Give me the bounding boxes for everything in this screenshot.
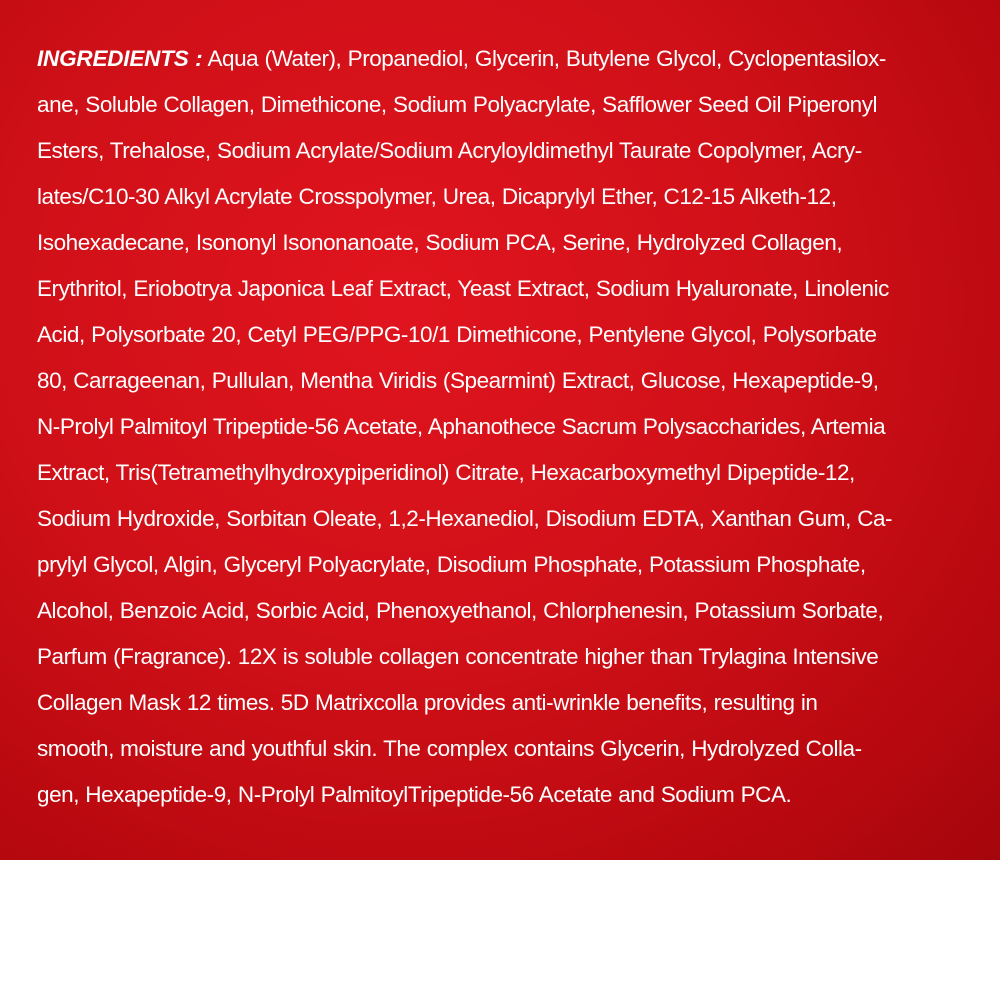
ingredients-line-4: lates/C10-30 Alkyl Acrylate Crosspolymer, Urea, Dicaprylyl Ether, C12-15 Alketh-12, (37, 184, 837, 209)
ingredients-line-11: Sodium Hydroxide, Sorbitan Oleate, 1,2-Hexanediol, Disodium EDTA, Xanthan Gum, Ca- (37, 506, 893, 531)
ingredients-paragraph (37, 36, 967, 818)
ingredients-line-16: smooth, moisture and youthful skin. The complex contains Glycerin, Hydrolyzed Colla- (37, 736, 862, 761)
ingredients-line-6: Erythritol, Eriobotrya Japonica Leaf Extract, Yeast Extract, Sodium Hyaluronate, Linolenic (37, 276, 889, 301)
ingredients-line-2: ane, Soluble Collagen, Dimethicone, Sodium Polyacrylate, Safflower Seed Oil Piperonyl (37, 92, 878, 117)
ingredients-line-text: Aqua (Water), Propanediol, Glycerin, Butylene Glycol, Cyclopentasilox- (207, 46, 886, 71)
ingredients-line-12: prylyl Glycol, Algin, Glyceryl Polyacrylate, Disodium Phosphate, Potassium Phosphate, (37, 552, 866, 577)
blank-area (0, 860, 1000, 1000)
ingredients-line-8: 80, Carrageenan, Pullulan, Mentha Viridis (Spearmint) Extract, Glucose, Hexapeptide-9, (37, 368, 879, 393)
ingredients-line-5: Isohexadecane, Isononyl Isononanoate, Sodium PCA, Serine, Hydrolyzed Collagen, (37, 230, 843, 255)
ingredients-line-10: Extract, Tris(Tetramethylhydroxypiperidinol) Citrate, Hexacarboxymethyl Dipeptide-12, (37, 460, 855, 485)
ingredients-heading: INGREDIENTS : (37, 46, 203, 71)
ingredients-line-17: gen, Hexapeptide-9, N-Prolyl PalmitoylTripeptide-56 Acetate and Sodium PCA. (37, 782, 792, 807)
ingredients-line-7: Acid, Polysorbate 20, Cetyl PEG/PPG-10/1 Dimethicone, Pentylene Glycol, Polysorbate (37, 322, 877, 347)
ingredients-line-14: Parfum (Fragrance). 12X is soluble collagen concentrate higher than Trylagina Intensive (37, 644, 879, 669)
ingredients-line-15: Collagen Mask 12 times. 5D Matrixcolla provides anti-wrinkle benefits, resulting in (37, 690, 818, 715)
ingredients-line-1 (37, 36, 967, 82)
ingredients-line-13: Alcohol, Benzoic Acid, Sorbic Acid, Phenoxyethanol, Chlorphenesin, Potassium Sorbate, (37, 598, 884, 623)
ingredients-line-3: Esters, Trehalose, Sodium Acrylate/Sodium Acryloyldimethyl Taurate Copolymer, Acry- (37, 138, 862, 163)
ingredients-line-9: N-Prolyl Palmitoyl Tripeptide-56 Acetate, Aphanothece Sacrum Polysaccharides, Artemia (37, 414, 886, 439)
